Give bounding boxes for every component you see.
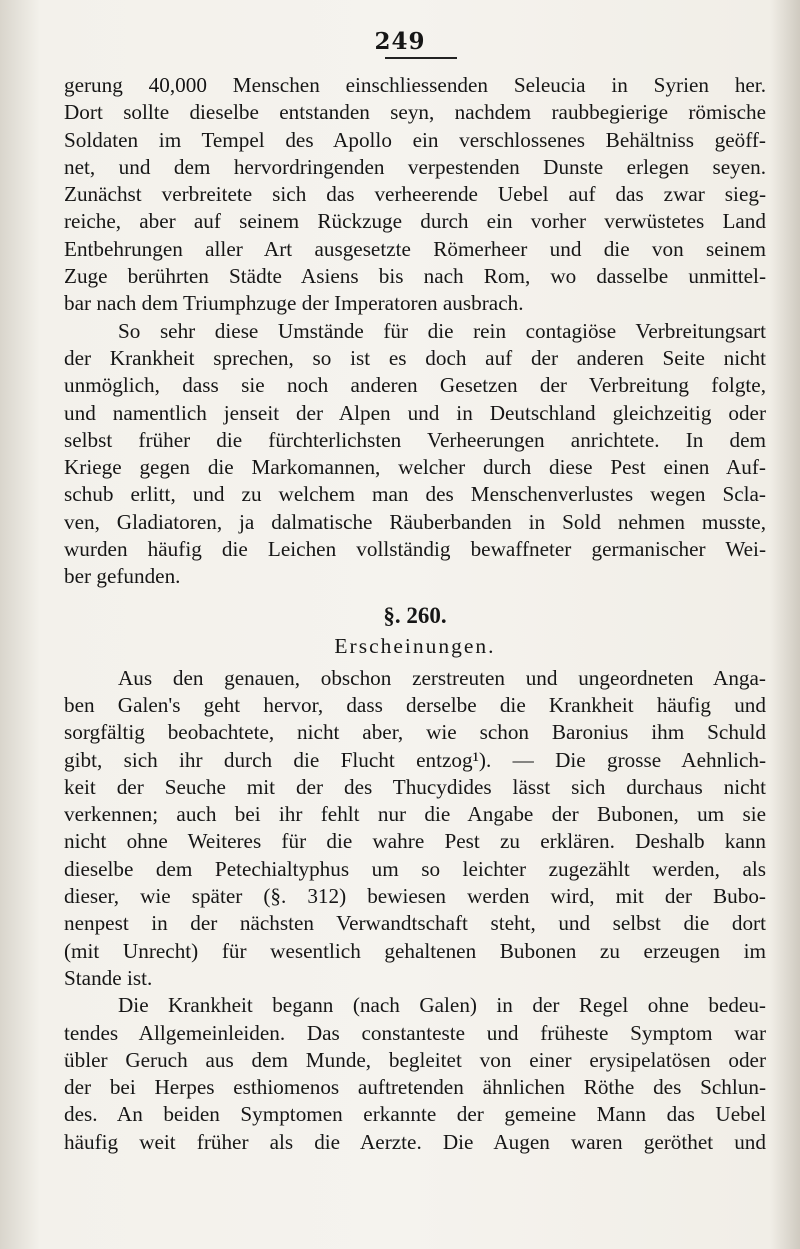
text-line: Stande ist. (64, 965, 153, 990)
paragraph-1 (64, 72, 766, 318)
text-line: Zuge berührten Städte Asiens bis nach Rom, wo dasselbe unmittel- (64, 264, 766, 289)
text-line: der Krankheit sprechen, so ist es doch auf der anderen Seite nicht (64, 345, 766, 370)
section-title: Erscheinungen. (334, 633, 496, 658)
text-line: und namentlich jenseit der Alpen und in Deutschland gleichzeitig oder (64, 400, 766, 425)
text-line: dieser, wie später (§. 312) bewiesen werden wird, mit der Bubo- (64, 884, 766, 909)
text-line: unmöglich, dass sie noch anderen Gesetzen der Verbreitung folgte, (64, 373, 766, 398)
text-line: wurden häufig die Leichen vollständig bewaffneter germanischer Wei- (64, 537, 766, 562)
text-line: net, und dem hervordringenden verpestenden Dunste erlegen seyen. (64, 154, 766, 179)
paragraph-3 (64, 665, 766, 993)
text-line: ven, Gladiatoren, ja dalmatische Räuberbanden in Sold nehmen musste, (64, 509, 766, 534)
text-line: Kriege gegen die Markomannen, welcher durch diese Pest einen Auf- (64, 455, 766, 480)
text-line: ber gefunden. (64, 564, 181, 589)
text-line: schub erlitt, und zu welchem man des Menschenverlustes wegen Scla- (64, 482, 766, 507)
text-line: selbst früher die fürchterlichsten Verheerungen anrichtete. In dem (64, 427, 766, 452)
text-line: So sehr diese Umstände für die rein contagiöse Verbreitungsart (118, 318, 766, 343)
text-line: Zunächst verbreitete sich das verheerende Uebel auf das zwar sieg- (64, 182, 766, 207)
page-text (64, 72, 766, 1156)
text-line: Die Krankheit begann (nach Galen) in der Regel ohne bedeu- (118, 993, 766, 1018)
paragraph-2 (64, 318, 766, 591)
paragraph-4 (64, 992, 766, 1156)
text-line: übler Geruch aus dem Munde, begleitet von einer erysipelatösen oder (64, 1047, 766, 1072)
text-line: Entbehrungen aller Art ausgesetzte Römerheer und die von seinem (64, 236, 766, 261)
text-line: Soldaten im Tempel des Apollo ein verschlossenes Behältniss geöff- (64, 127, 766, 152)
text-line: ben Galen's geht hervor, dass derselbe die Krankheit häufig und (64, 692, 766, 717)
section-gap (64, 591, 766, 601)
page-number-rule (385, 57, 457, 59)
text-line: nenpest in der nächsten Verwandtschaft steht, und selbst die dort (64, 911, 766, 936)
text-line: gerung 40,000 Menschen einschliessenden Seleucia in Syrien her. (64, 73, 766, 97)
text-line: Dort sollte dieselbe entstanden seyn, nachdem raubbegierige römische (64, 100, 766, 125)
text-line: Aus den genauen, obschon zerstreuten und ungeordneten Anga- (118, 665, 766, 690)
text-line: sorgfältig beobachtete, nicht aber, wie schon Baronius ihm Schuld (64, 720, 766, 745)
text-line: häufig weit früher als die Aerzte. Die Augen waren geröthet und (64, 1129, 766, 1154)
text-line: verkennen; auch bei ihr fehlt nur die Angabe der Bubonen, um sie (64, 802, 766, 827)
text-line: des. An beiden Symptomen erkannte der gemeine Mann das Uebel (64, 1102, 766, 1127)
text-line: dieselbe dem Petechialtyphus um so leichter zugezählt werden, als (64, 856, 766, 881)
page-number: 249 (374, 28, 426, 55)
text-line: reiche, aber auf seinem Rückzuge durch ein vorher verwüstetes Land (64, 209, 766, 234)
text-line: tendes Allgemeinleiden. Das constanteste und früheste Symptom war (64, 1020, 766, 1045)
text-line: gibt, sich ihr durch die Flucht entzog¹). — Die grosse Aehnlich- (64, 747, 766, 772)
text-line: der bei Herpes esthiomenos auftretenden ähnlichen Röthe des Schlun- (64, 1075, 766, 1100)
text-line: nicht ohne Weiteres für die wahre Pest zu erklären. Deshalb kann (64, 829, 766, 854)
text-line: bar nach dem Triumphzuge der Imperatoren ausbrach. (64, 291, 524, 316)
text-line: (mit Unrecht) für wesentlich gehaltenen Bubonen zu erzeugen im (64, 938, 766, 963)
text-line: keit der Seuche mit der des Thucydides lässt sich durchaus nicht (64, 774, 766, 799)
section-number: §. 260. (383, 602, 447, 628)
